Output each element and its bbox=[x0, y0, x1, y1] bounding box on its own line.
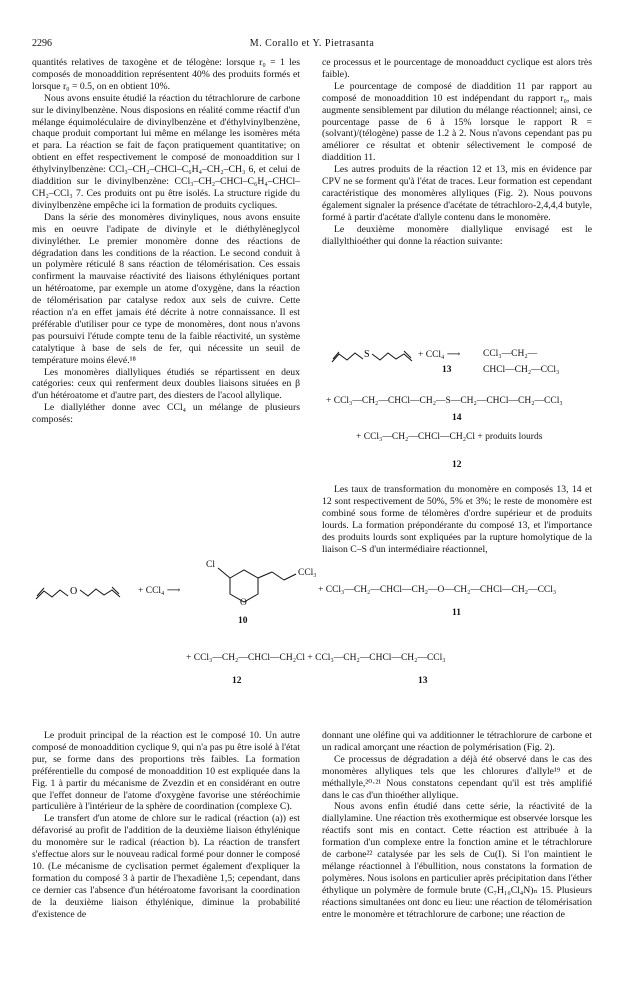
ring-chlorine-label: Cl bbox=[206, 560, 215, 570]
running-title: M. Corallo et Y. Pietrasanta bbox=[249, 38, 375, 49]
ring-ccl3-label: CCl₃ bbox=[298, 568, 317, 578]
svg-text:O: O bbox=[70, 586, 78, 597]
paragraph: Dans la série des monomères divinyliques, nous avons ensuite mis en oeuvre l'adipate de divinyle et le diéthylèneglycol divinyléther. Le premier monomère donne des réactions de dégradation dans les conditions de la réaction. Le second conduit à un polymère réticulé 8 sans réaction de télomérisation. Ces essais confirment la mauvaise réactivité des liaisons éthyléniques portant un hétéroatome, par exemple un atome d'oxygène, dans la réaction de télomérisation par catalyse redox aux sels de cuivre. Cette réaction n'a en effet jamais été décrite à notre connaissance. Il est préférable d'utiliser pour ce type de monomères, dont nous n'avons pas poursuivi l'étude compte tenu de la faible réactivité, un système catalytique à base de sels de fer, qui nécessite un seuil de température moins élevé.¹⁸ bbox=[32, 211, 300, 366]
product-12: + CCl₃—CH₂—CHCl—CH₂Cl + produits lourds bbox=[356, 432, 543, 442]
compound-label-13: 13 bbox=[418, 676, 428, 686]
column-right-top bbox=[322, 57, 592, 248]
paragraph: Le diallyléther donne avec CCl₄ un mélange de plusieurs composés: bbox=[32, 402, 300, 426]
paragraph: Nous avons ensuite étudié la réaction du tétrachlorure de carbone sur le divinylbenzène. Nous disposions en réalité comme réactif d'un mélange équimoléculaire de divinylbenzène et d'éthylvinylbenzène, chaque produit comportant lui même en mélange les isomères méta et para. La réaction se fait de façon pratiquement quantitative; on obtient en effet respectivement le composé de monoaddition sur l éthylvinylbenzène: CCl₃–CH₂–CHCl–C₆H₄–CH₂–CH₃ 6, et celui de diaddition sur le divinylbenzène: CCl₃–CH₂–CHCl–C₆H₄–CHCl–CH₂–CCl₃ 7. Ces produits ont pu être isolés. La structure rigide du divinylbenzène empêche ici la formation de produits cycliques. bbox=[32, 92, 300, 211]
diallylthioether-structure bbox=[330, 345, 416, 367]
paragraph: Le pourcentage de composé de diaddition 11 par rapport au composé de monoaddition 10 est indépendant du rapport r₀, mais augmente sensiblement par dilution du mélange réactionnel; ainsi, ce pourcentage passe de 6 à 15% lorsque le rapport R = (solvant)/(télogène) passe de 1.2 à 2. Nous n'avons cependant pas pu améliorer ce résultat et obtenir sélectivement le composé de diaddition 11. bbox=[322, 80, 592, 164]
svg-text:S: S bbox=[364, 349, 370, 360]
paragraph: quantités relatives de taxogène et de télogène: lorsque r₀ = 1 les composés de monoaddition représentent 40% des produits formés et lorsque r₀ = 0.5, on en obtient 10%. bbox=[32, 57, 300, 92]
paragraph: Nous avons enfin étudié dans cette série, la réactivité de la diallylamine. Une réaction très exothermique est observée lorsque les réactifs sont mis en contact. Cette réaction est attribuée à la formation d'un complexe entre la fonction amine et le tétrachlorure de carbone²² catalysée par les sels de Cu(I). Si l'on maintient le mélange réactionnel à l'ébullition, nous constatons la formation de polymères. Nous isolons en particulier après précipitation dans l'éther éthylique un polymère de formule brute (C₇H₁₀Cl₄N)ₙ 15. Plusieurs réactions simultanées ont donc eu lieu: une réaction de télomérisation entre le monomère et tétrachlorure de carbone; une réaction de bbox=[322, 801, 592, 920]
diallylether-structure bbox=[34, 580, 126, 604]
compound-label-10: 10 bbox=[238, 616, 248, 626]
product-11: + CCl₃—CH₂—CHCl—CH₂—O—CH₂—CHCl—CH₂—CCl₃ bbox=[318, 585, 557, 595]
paragraph: Les autres produits de la réaction 12 et 13, mis en évidence par CPV ne se forment qu'à l'état de traces. Leur formation est cependant caractéristique des monomères allyliques (Fig. 2). Nous pouvons également signaler la présence d'acétate de tétrachloro-2,4,4,4 butyle, formé à partir d'acétate d'allyle contenu dans le monomère. bbox=[322, 164, 592, 223]
compound-label-13: 13 bbox=[442, 365, 452, 375]
product-14: + CCl₃—CH₂—CHCl—CH₂—S—CH₂—CHCl—CH₂—CCl₃ bbox=[326, 396, 563, 406]
product-13-line1: CCl₃—CH₂— bbox=[483, 349, 538, 359]
column-right-middle bbox=[322, 484, 592, 555]
paragraph: Le deuxième monomère diallylique envisagé est le diallylthioéther qui donne la réaction suivante: bbox=[322, 223, 592, 247]
paragraph: Le transfert d'un atome de chlore sur le radical (réaction (a)) est défavorisé au profit de l'addition de la deuxième liaison éthylénique du monomère sur le radical (réaction b). La réaction de transfert s'effectue alors sur le nouveau radical formé pour donner le composé 10. (Le mécanisme de cyclisation permet également d'expliquer la formation du composé 3 à partir de l'hexadiène 1,5; cependant, dans ce dernier cas l'absence d'un hétéroatome favorisant la coordination de la deuxième liaison éthylénique, diminue la probabilité d'existence de bbox=[32, 813, 300, 920]
reagent-ccl4-arrow: + CCl₄ ⟶ bbox=[138, 586, 181, 596]
column-left-bottom bbox=[32, 730, 300, 921]
column-right-bottom bbox=[322, 730, 592, 921]
paragraph: Ce processus de dégradation a déjà été observé dans le cas des monomères allyliques tels que les chlorures d'allyle¹⁹ et de méthallyle,²⁰·²¹ Nous constatons cependant qu'il est très amplifié dans le cas d'un thioéther allylique. bbox=[322, 753, 592, 801]
paragraph: donnant une oléfine qui va additionner le tétrachlorure de carbone et un radical amorçant une réaction de polymérisation (Fig. 2). bbox=[322, 730, 592, 753]
product-13-line2: CHCl—CH₂—CCl₃ bbox=[483, 365, 560, 375]
compound-label-12: 12 bbox=[452, 460, 462, 470]
compound-label-11: 11 bbox=[452, 608, 461, 618]
paragraph: Le produit principal de la réaction est le composé 10. Un autre composé de monoaddition cyclique 9, qui n'a pas pu être isolé à l'état pur, se forme dans des proportions très faibles. La formation préférentielle du composé de monoaddition 10 est expliquée dans la Fig. 1 à partir du mécanisme de Zvezdin et en considérant en outre que l'effet donneur de l'atome d'oxygène favorise une stéréochimie particulière à l'intérieur de la sphère de coordination (complexe C). bbox=[32, 730, 300, 813]
products-12-13: + CCl₃—CH₂—CHCl—CH₂Cl + CCl₃—CH₂—CHCl—CH₂—CCl₃ bbox=[186, 653, 446, 663]
ring-oxygen-label: O bbox=[240, 598, 247, 608]
compound-label-14: 14 bbox=[452, 413, 462, 423]
reagent-ccl4: + CCl₄ ⟶ bbox=[418, 350, 461, 360]
paragraph: Les monomères diallyliques étudiés se répartissent en deux catégories: ceux qui renferment deux doubles liaisons situées en β d'un hétéroatome et d'autre part, des diesters de l'acool allylique. bbox=[32, 366, 300, 402]
compound-label-12: 12 bbox=[232, 676, 242, 686]
column-left-top bbox=[32, 57, 300, 426]
paragraph: ce processus et le pourcentage de monoadduct cyclique est alors très faible). bbox=[322, 57, 592, 80]
page-header bbox=[32, 38, 592, 52]
page-number: 2296 bbox=[32, 38, 52, 49]
paragraph: Les taux de transformation du monomère en composés 13, 14 et 12 sont respectivement de 50%, 5% et 3%; le reste de monomère est combiné sous forme de télomères d'ordre supérieur et de produits lourds. La formation prépondérante du composé 13, et l'importance des produits lourds sont expliquées par la rupture homolytique de la liaison C–S d'un intermédiaire réactionnel, bbox=[322, 484, 592, 555]
